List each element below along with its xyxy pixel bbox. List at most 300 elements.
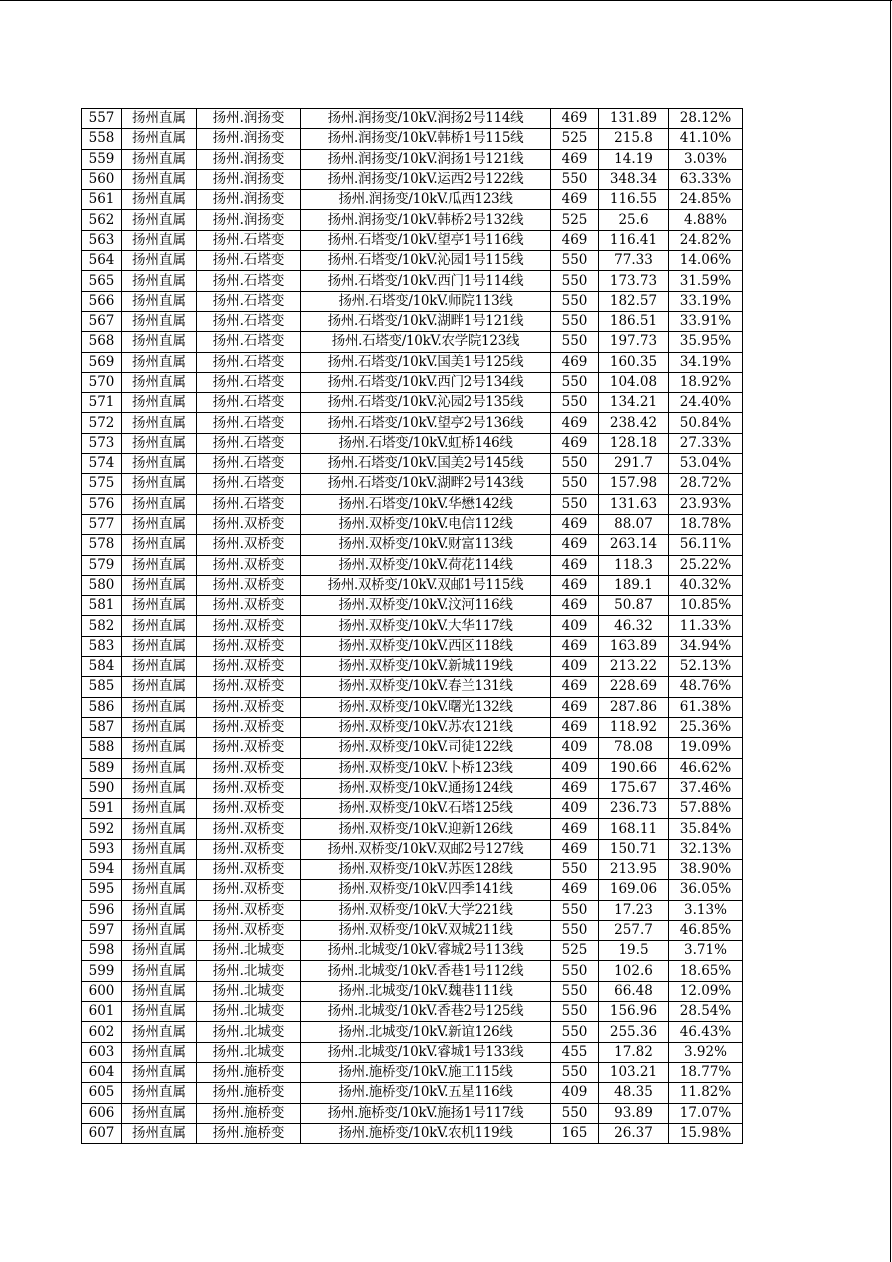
cell-load-rate: 37.46%	[669, 778, 743, 798]
table-row	[82, 758, 743, 778]
cell-capacity: 455	[551, 1042, 599, 1062]
cell-company: 扬州直属	[122, 920, 197, 940]
table-row	[82, 352, 743, 372]
cell-substation: 扬州.润扬变	[197, 210, 301, 230]
table-row	[82, 494, 743, 514]
table-row	[82, 636, 743, 656]
cell-substation: 扬州.石塔变	[197, 251, 301, 271]
cell-substation: 扬州.北城变	[197, 1002, 301, 1022]
table-row	[82, 311, 743, 331]
cell-capacity: 550	[551, 961, 599, 981]
cell-company: 扬州直属	[122, 1042, 197, 1062]
cell-substation: 扬州.石塔变	[197, 271, 301, 291]
cell-capacity: 469	[551, 413, 599, 433]
cell-index: 589	[82, 758, 122, 778]
cell-index: 583	[82, 636, 122, 656]
cell-capacity: 550	[551, 332, 599, 352]
cell-company: 扬州直属	[122, 433, 197, 453]
cell-load-rate: 18.65%	[669, 961, 743, 981]
cell-capacity: 550	[551, 1002, 599, 1022]
cell-load: 186.51	[599, 311, 669, 331]
cell-line: 扬州.双桥变/10kV.西区118线	[301, 636, 551, 656]
cell-index: 563	[82, 230, 122, 250]
cell-substation: 扬州.双桥变	[197, 880, 301, 900]
cell-substation: 扬州.双桥变	[197, 900, 301, 920]
cell-substation: 扬州.北城变	[197, 1042, 301, 1062]
cell-load-rate: 50.84%	[669, 413, 743, 433]
cell-company: 扬州直属	[122, 413, 197, 433]
cell-load: 17.23	[599, 900, 669, 920]
cell-substation: 扬州.润扬变	[197, 129, 301, 149]
cell-capacity: 550	[551, 169, 599, 189]
cell-capacity: 525	[551, 941, 599, 961]
cell-load-rate: 3.03%	[669, 149, 743, 169]
cell-company: 扬州直属	[122, 352, 197, 372]
cell-line: 扬州.润扬变/10kV.瓜西123线	[301, 190, 551, 210]
cell-index: 579	[82, 555, 122, 575]
cell-load: 116.41	[599, 230, 669, 250]
cell-line: 扬州.双桥变/10kV.曙光132线	[301, 697, 551, 717]
cell-index: 604	[82, 1062, 122, 1082]
cell-load-rate: 32.13%	[669, 839, 743, 859]
cell-index: 585	[82, 677, 122, 697]
cell-load-rate: 46.62%	[669, 758, 743, 778]
cell-company: 扬州直属	[122, 1002, 197, 1022]
cell-company: 扬州直属	[122, 1083, 197, 1103]
cell-company: 扬州直属	[122, 596, 197, 616]
cell-load-rate: 11.82%	[669, 1083, 743, 1103]
cell-index: 607	[82, 1123, 122, 1143]
cell-load-rate: 35.84%	[669, 819, 743, 839]
cell-capacity: 550	[551, 271, 599, 291]
cell-load: 14.19	[599, 149, 669, 169]
cell-line: 扬州.双桥变/10kV.四季141线	[301, 880, 551, 900]
table-row	[82, 129, 743, 149]
cell-capacity: 469	[551, 535, 599, 555]
cell-company: 扬州直属	[122, 717, 197, 737]
cell-company: 扬州直属	[122, 474, 197, 494]
cell-company: 扬州直属	[122, 859, 197, 879]
cell-index: 569	[82, 352, 122, 372]
cell-load: 66.48	[599, 981, 669, 1001]
cell-substation: 扬州.石塔变	[197, 433, 301, 453]
cell-index: 592	[82, 819, 122, 839]
cell-load-rate: 56.11%	[669, 535, 743, 555]
table-body	[82, 109, 743, 1144]
cell-load: 175.67	[599, 778, 669, 798]
cell-company: 扬州直属	[122, 535, 197, 555]
cell-capacity: 469	[551, 190, 599, 210]
cell-capacity: 550	[551, 291, 599, 311]
cell-capacity: 550	[551, 474, 599, 494]
cell-line: 扬州.石塔变/10kV.虹桥146线	[301, 433, 551, 453]
cell-load: 189.1	[599, 575, 669, 595]
table-row	[82, 900, 743, 920]
cell-capacity: 469	[551, 819, 599, 839]
cell-load: 236.73	[599, 799, 669, 819]
cell-index: 600	[82, 981, 122, 1001]
cell-capacity: 409	[551, 738, 599, 758]
cell-substation: 扬州.双桥变	[197, 677, 301, 697]
cell-substation: 扬州.施桥变	[197, 1123, 301, 1143]
cell-load-rate: 15.98%	[669, 1123, 743, 1143]
cell-substation: 扬州.施桥变	[197, 1062, 301, 1082]
cell-company: 扬州直属	[122, 616, 197, 636]
cell-company: 扬州直属	[122, 758, 197, 778]
table-row	[82, 1123, 743, 1143]
cell-capacity: 550	[551, 1022, 599, 1042]
cell-substation: 扬州.润扬变	[197, 169, 301, 189]
cell-load: 287.86	[599, 697, 669, 717]
cell-load: 104.08	[599, 372, 669, 392]
cell-load-rate: 34.94%	[669, 636, 743, 656]
table-row	[82, 697, 743, 717]
cell-substation: 扬州.石塔变	[197, 230, 301, 250]
cell-load: 215.8	[599, 129, 669, 149]
cell-load-rate: 48.76%	[669, 677, 743, 697]
cell-load-rate: 31.59%	[669, 271, 743, 291]
cell-company: 扬州直属	[122, 109, 197, 129]
cell-substation: 扬州.双桥变	[197, 535, 301, 555]
table-row	[82, 535, 743, 555]
cell-load-rate: 18.78%	[669, 514, 743, 534]
cell-capacity: 550	[551, 393, 599, 413]
cell-substation: 扬州.双桥变	[197, 839, 301, 859]
cell-company: 扬州直属	[122, 839, 197, 859]
cell-substation: 扬州.石塔变	[197, 291, 301, 311]
cell-company: 扬州直属	[122, 677, 197, 697]
cell-capacity: 165	[551, 1123, 599, 1143]
cell-index: 597	[82, 920, 122, 940]
cell-company: 扬州直属	[122, 230, 197, 250]
cell-line: 扬州.双桥变/10kV.新城119线	[301, 657, 551, 677]
cell-load: 255.36	[599, 1022, 669, 1042]
table-row	[82, 596, 743, 616]
cell-substation: 扬州.石塔变	[197, 474, 301, 494]
cell-load-rate: 52.13%	[669, 657, 743, 677]
cell-load: 197.73	[599, 332, 669, 352]
table-row	[82, 717, 743, 737]
cell-line: 扬州.双桥变/10kV.电信112线	[301, 514, 551, 534]
cell-load-rate: 19.09%	[669, 738, 743, 758]
cell-index: 562	[82, 210, 122, 230]
table-row	[82, 778, 743, 798]
table-row	[82, 941, 743, 961]
cell-index: 606	[82, 1103, 122, 1123]
cell-load: 26.37	[599, 1123, 669, 1143]
cell-line: 扬州.双桥变/10kV.通扬124线	[301, 778, 551, 798]
cell-capacity: 409	[551, 799, 599, 819]
cell-index: 561	[82, 190, 122, 210]
cell-load: 157.98	[599, 474, 669, 494]
cell-substation: 扬州.双桥变	[197, 596, 301, 616]
table-row	[82, 981, 743, 1001]
cell-index: 565	[82, 271, 122, 291]
cell-index: 576	[82, 494, 122, 514]
cell-load-rate: 25.36%	[669, 717, 743, 737]
cell-line: 扬州.石塔变/10kV.沁园2号135线	[301, 393, 551, 413]
cell-load: 118.3	[599, 555, 669, 575]
cell-load: 78.08	[599, 738, 669, 758]
cell-line: 扬州.双桥变/10kV.大华117线	[301, 616, 551, 636]
cell-company: 扬州直属	[122, 575, 197, 595]
cell-line: 扬州.石塔变/10kV.望亭1号116线	[301, 230, 551, 250]
table-row	[82, 1002, 743, 1022]
table-row	[82, 1103, 743, 1123]
cell-line: 扬州.双桥变/10kV.石塔125线	[301, 799, 551, 819]
cell-company: 扬州直属	[122, 778, 197, 798]
cell-line: 扬州.施桥变/10kV.施扬1号117线	[301, 1103, 551, 1123]
cell-capacity: 550	[551, 859, 599, 879]
cell-line: 扬州.双桥变/10kV.苏医128线	[301, 859, 551, 879]
table-row	[82, 657, 743, 677]
cell-index: 580	[82, 575, 122, 595]
cell-load-rate: 24.40%	[669, 393, 743, 413]
cell-index: 595	[82, 880, 122, 900]
cell-capacity: 409	[551, 657, 599, 677]
cell-company: 扬州直属	[122, 251, 197, 271]
cell-index: 601	[82, 1002, 122, 1022]
cell-company: 扬州直属	[122, 169, 197, 189]
cell-capacity: 550	[551, 1103, 599, 1123]
cell-capacity: 550	[551, 920, 599, 940]
cell-line: 扬州.北城变/10kV.魏巷111线	[301, 981, 551, 1001]
cell-index: 598	[82, 941, 122, 961]
cell-index: 581	[82, 596, 122, 616]
cell-line: 扬州.石塔变/10kV.农学院123线	[301, 332, 551, 352]
cell-substation: 扬州.双桥变	[197, 717, 301, 737]
cell-capacity: 550	[551, 251, 599, 271]
cell-load: 88.07	[599, 514, 669, 534]
cell-index: 574	[82, 454, 122, 474]
cell-capacity: 550	[551, 311, 599, 331]
cell-load: 238.42	[599, 413, 669, 433]
cell-capacity: 469	[551, 778, 599, 798]
cell-line: 扬州.润扬变/10kV.韩桥2号132线	[301, 210, 551, 230]
cell-substation: 扬州.施桥变	[197, 1103, 301, 1123]
cell-capacity: 469	[551, 596, 599, 616]
cell-load-rate: 46.43%	[669, 1022, 743, 1042]
table-row	[82, 677, 743, 697]
cell-substation: 扬州.双桥变	[197, 799, 301, 819]
cell-load: 103.21	[599, 1062, 669, 1082]
table-row	[82, 271, 743, 291]
cell-line: 扬州.双桥变/10kV.财富113线	[301, 535, 551, 555]
cell-capacity: 550	[551, 981, 599, 1001]
cell-index: 570	[82, 372, 122, 392]
cell-capacity: 469	[551, 352, 599, 372]
cell-capacity: 469	[551, 717, 599, 737]
table-row	[82, 859, 743, 879]
table-row	[82, 169, 743, 189]
table-row	[82, 738, 743, 758]
cell-company: 扬州直属	[122, 311, 197, 331]
cell-load: 131.63	[599, 494, 669, 514]
cell-index: 558	[82, 129, 122, 149]
cell-substation: 扬州.双桥变	[197, 859, 301, 879]
cell-substation: 扬州.双桥变	[197, 514, 301, 534]
table-row	[82, 1083, 743, 1103]
cell-load-rate: 10.85%	[669, 596, 743, 616]
cell-line: 扬州.施桥变/10kV.五星116线	[301, 1083, 551, 1103]
cell-index: 557	[82, 109, 122, 129]
table-row	[82, 514, 743, 534]
cell-load: 19.5	[599, 941, 669, 961]
cell-substation: 扬州.双桥变	[197, 697, 301, 717]
cell-capacity: 409	[551, 1083, 599, 1103]
cell-load: 228.69	[599, 677, 669, 697]
cell-substation: 扬州.石塔变	[197, 494, 301, 514]
table-row	[82, 474, 743, 494]
cell-index: 564	[82, 251, 122, 271]
table-row	[82, 1022, 743, 1042]
cell-line: 扬州.石塔变/10kV.国美1号125线	[301, 352, 551, 372]
cell-index: 582	[82, 616, 122, 636]
cell-substation: 扬州.北城变	[197, 961, 301, 981]
cell-line: 扬州.石塔变/10kV.华懋142线	[301, 494, 551, 514]
cell-load: 17.82	[599, 1042, 669, 1062]
cell-line: 扬州.北城变/10kV.睿城2号113线	[301, 941, 551, 961]
cell-capacity: 469	[551, 109, 599, 129]
cell-load-rate: 34.19%	[669, 352, 743, 372]
cell-capacity: 469	[551, 514, 599, 534]
cell-load-rate: 61.38%	[669, 697, 743, 717]
cell-load-rate: 53.04%	[669, 454, 743, 474]
cell-capacity: 550	[551, 1062, 599, 1082]
table-row	[82, 332, 743, 352]
cell-index: 567	[82, 311, 122, 331]
cell-company: 扬州直属	[122, 636, 197, 656]
cell-company: 扬州直属	[122, 657, 197, 677]
cell-company: 扬州直属	[122, 129, 197, 149]
cell-load-rate: 57.88%	[669, 799, 743, 819]
cell-load: 150.71	[599, 839, 669, 859]
cell-line: 扬州.北城变/10kV.香巷1号112线	[301, 961, 551, 981]
cell-load: 213.22	[599, 657, 669, 677]
cell-line: 扬州.北城变/10kV.新谊126线	[301, 1022, 551, 1042]
table-row	[82, 1042, 743, 1062]
cell-company: 扬州直属	[122, 393, 197, 413]
cell-line: 扬州.石塔变/10kV.西门2号134线	[301, 372, 551, 392]
cell-company: 扬州直属	[122, 494, 197, 514]
cell-index: 586	[82, 697, 122, 717]
cell-substation: 扬州.双桥变	[197, 575, 301, 595]
cell-load: 116.55	[599, 190, 669, 210]
cell-company: 扬州直属	[122, 961, 197, 981]
cell-load-rate: 14.06%	[669, 251, 743, 271]
cell-substation: 扬州.双桥变	[197, 738, 301, 758]
cell-index: 594	[82, 859, 122, 879]
cell-load: 93.89	[599, 1103, 669, 1123]
sheet-top-border	[0, 0, 892, 1]
cell-line: 扬州.北城变/10kV.睿城1号133线	[301, 1042, 551, 1062]
cell-load: 50.87	[599, 596, 669, 616]
cell-load: 77.33	[599, 251, 669, 271]
cell-company: 扬州直属	[122, 1123, 197, 1143]
cell-substation: 扬州.双桥变	[197, 920, 301, 940]
cell-capacity: 525	[551, 129, 599, 149]
cell-index: 566	[82, 291, 122, 311]
cell-load: 263.14	[599, 535, 669, 555]
cell-substation: 扬州.石塔变	[197, 454, 301, 474]
cell-index: 568	[82, 332, 122, 352]
cell-line: 扬州.石塔变/10kV.望亭2号136线	[301, 413, 551, 433]
table-row	[82, 251, 743, 271]
cell-capacity: 469	[551, 433, 599, 453]
table-row	[82, 433, 743, 453]
cell-capacity: 550	[551, 900, 599, 920]
cell-load: 348.34	[599, 169, 669, 189]
cell-capacity: 469	[551, 636, 599, 656]
cell-company: 扬州直属	[122, 1103, 197, 1123]
cell-load: 25.6	[599, 210, 669, 230]
cell-line: 扬州.石塔变/10kV.西门1号114线	[301, 271, 551, 291]
feeder-load-table	[81, 108, 743, 1144]
cell-capacity: 469	[551, 575, 599, 595]
cell-line: 扬州.双桥变/10kV.司徒122线	[301, 738, 551, 758]
cell-load: 168.11	[599, 819, 669, 839]
cell-line: 扬州.石塔变/10kV.湖畔2号143线	[301, 474, 551, 494]
cell-index: 560	[82, 169, 122, 189]
cell-load: 163.89	[599, 636, 669, 656]
cell-substation: 扬州.双桥变	[197, 657, 301, 677]
cell-index: 559	[82, 149, 122, 169]
cell-load: 257.7	[599, 920, 669, 940]
cell-load-rate: 28.54%	[669, 1002, 743, 1022]
cell-load-rate: 18.92%	[669, 372, 743, 392]
cell-index: 588	[82, 738, 122, 758]
table-row	[82, 616, 743, 636]
cell-load: 182.57	[599, 291, 669, 311]
cell-line: 扬州.石塔变/10kV.湖畔1号121线	[301, 311, 551, 331]
cell-index: 605	[82, 1083, 122, 1103]
cell-company: 扬州直属	[122, 190, 197, 210]
cell-company: 扬州直属	[122, 332, 197, 352]
table-row	[82, 961, 743, 981]
cell-load: 173.73	[599, 271, 669, 291]
cell-substation: 扬州.石塔变	[197, 352, 301, 372]
cell-load-rate: 4.88%	[669, 210, 743, 230]
table-row	[82, 109, 743, 129]
cell-substation: 扬州.双桥变	[197, 555, 301, 575]
cell-substation: 扬州.双桥变	[197, 758, 301, 778]
cell-line: 扬州.双桥变/10kV.苏农121线	[301, 717, 551, 737]
cell-index: 596	[82, 900, 122, 920]
cell-index: 593	[82, 839, 122, 859]
cell-substation: 扬州.双桥变	[197, 616, 301, 636]
cell-index: 602	[82, 1022, 122, 1042]
table-row	[82, 575, 743, 595]
cell-substation: 扬州.北城变	[197, 981, 301, 1001]
sheet-right-border	[890, 0, 891, 1262]
table-row	[82, 880, 743, 900]
cell-load-rate: 12.09%	[669, 981, 743, 1001]
cell-capacity: 550	[551, 494, 599, 514]
cell-line: 扬州.双桥变/10kV.双邮1号115线	[301, 575, 551, 595]
cell-company: 扬州直属	[122, 900, 197, 920]
table-row	[82, 454, 743, 474]
cell-capacity: 469	[551, 880, 599, 900]
cell-load: 118.92	[599, 717, 669, 737]
cell-line: 扬州.双桥变/10kV.迎新126线	[301, 819, 551, 839]
cell-load-rate: 24.85%	[669, 190, 743, 210]
table-row	[82, 1062, 743, 1082]
cell-load-rate: 28.72%	[669, 474, 743, 494]
cell-substation: 扬州.润扬变	[197, 109, 301, 129]
cell-line: 扬州.润扬变/10kV.运西2号122线	[301, 169, 551, 189]
cell-substation: 扬州.石塔变	[197, 393, 301, 413]
table-row	[82, 210, 743, 230]
